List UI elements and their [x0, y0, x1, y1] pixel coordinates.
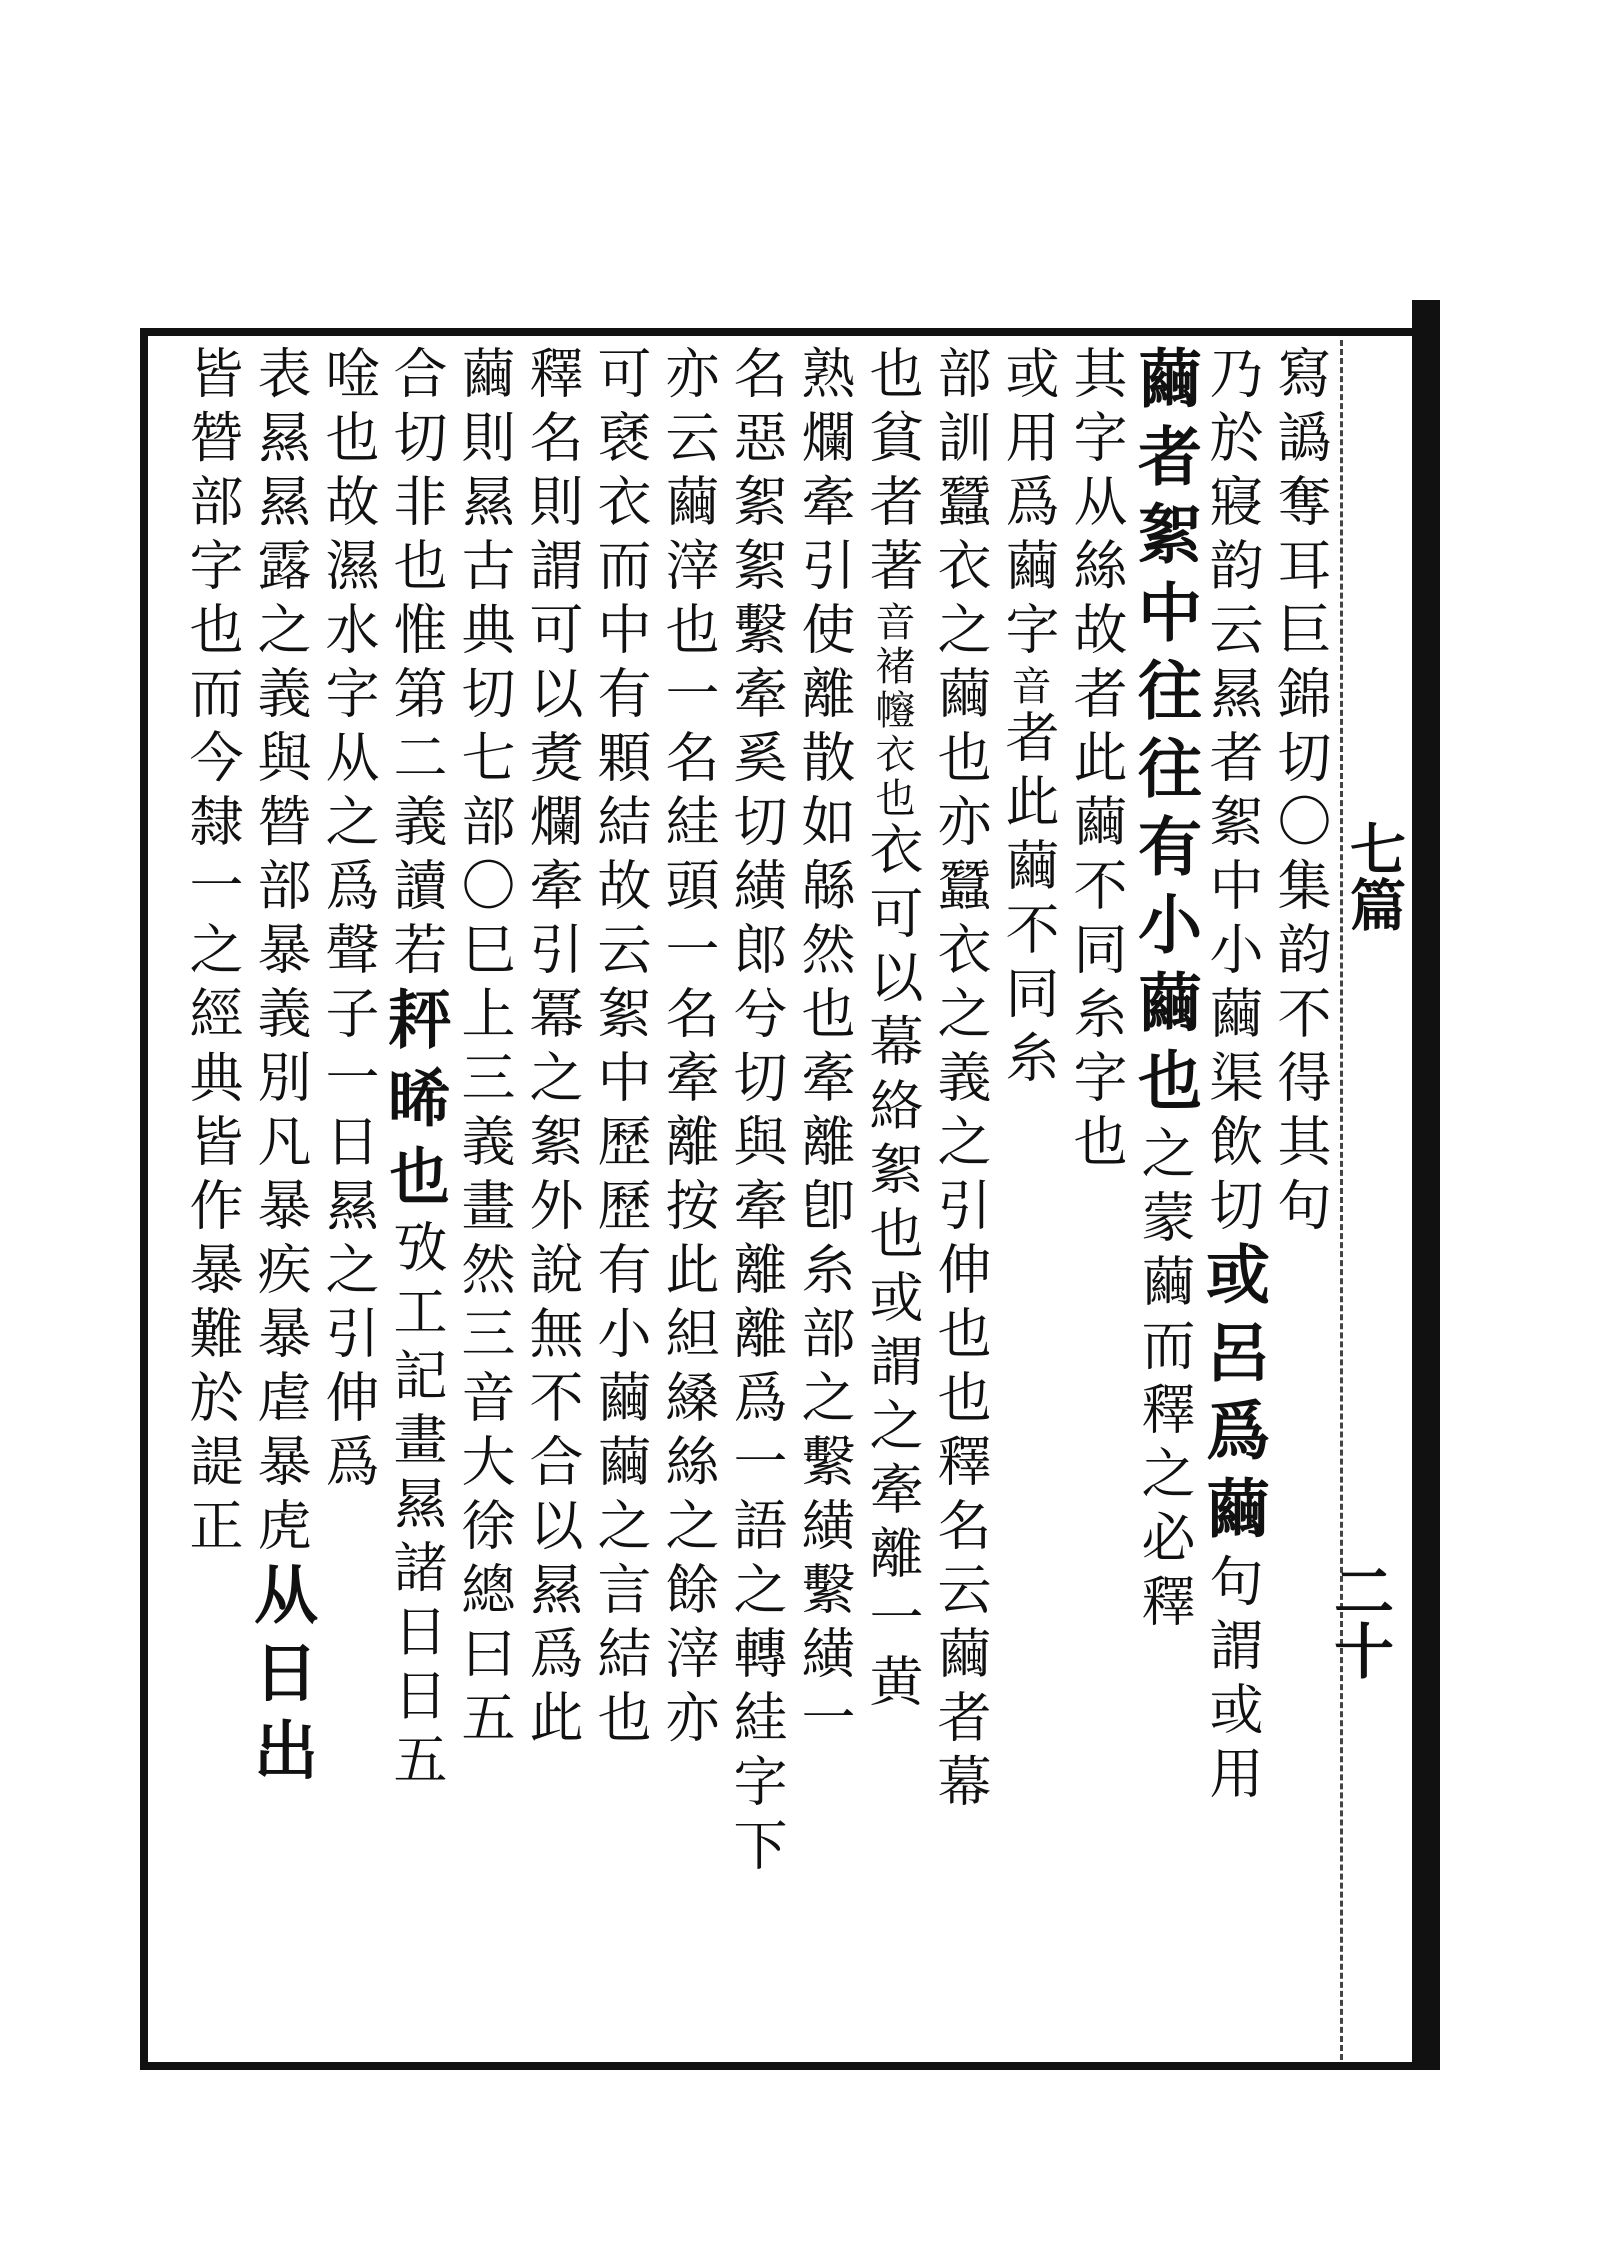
- text-column: 合切非也惟第二義讀若𦓬晞也攷工記畫㬎諸日日五: [379, 345, 454, 1795]
- text-column: 繭者絮中往往有小繭也之蒙繭而釋之必釋: [1127, 345, 1202, 1637]
- spine-rule: [1412, 300, 1440, 2070]
- text-column: 皆㬱部字也而今隸一之經典皆作暴難於諟正: [181, 345, 244, 1561]
- text-column: 其字从絲故者此繭不同糸字也: [1065, 345, 1128, 1177]
- leaf-number: 二十: [1324, 1560, 1394, 1680]
- text-column: 釋名則謂可以煑爛牽引冪之絮外說無不合以㬎爲此: [521, 345, 584, 1753]
- text-column: 可褎衣而中有顆結故云絮中歷歷有小繭繭之言結也: [589, 345, 652, 1753]
- text-column: 表㬎㬎露之義與㬱部暴義別凡暴疾暴虐暴虎从日出: [243, 345, 318, 1795]
- text-column: 乃於寢韵云㬎者絮中小繭渠飲切或呂爲繭句謂或用: [1195, 345, 1270, 1809]
- text-column: 或用爲繭字音者此繭不同糸: [997, 345, 1060, 1093]
- text-column: 寫譌奪耳巨錦切〇集韵不得其句: [1269, 345, 1332, 1241]
- text-column: 唫也故濕水字从之爲聲子一日㬎之引伸爲: [317, 345, 380, 1497]
- text-column: 繭則㬎古典切七部〇巳上三義畫然三音大徐總曰五: [453, 345, 516, 1753]
- text-column: 亦云繭滓也一名絓頭一名牽離按此䋎縔絲之餘滓亦: [657, 345, 720, 1753]
- text-column: 名惡絮絮繫牽奚切䌙郎兮切與牽離離爲一語之轉絓字下: [725, 345, 788, 1881]
- center-margin: [1324, 340, 1413, 2060]
- text-column: 也貧者著音褚㡧衣也衣可以幕絡絮也或謂之牽離一黄: [861, 345, 924, 1717]
- text-column: 熟爛牽引使離散如緜然也牽離卽糸部之繫䌙繫䌙一: [793, 345, 856, 1753]
- text-column: 部訓蠶衣之繭也亦蠶衣之義之引伸也也釋名云繭者幕: [929, 345, 992, 1817]
- juan-label: 七篇: [1341, 820, 1407, 932]
